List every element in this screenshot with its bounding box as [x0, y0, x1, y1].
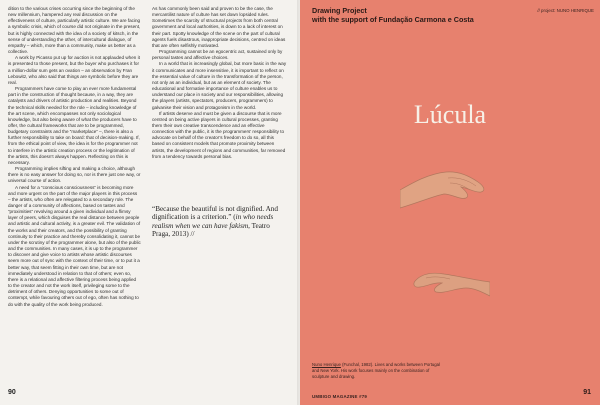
paragraph: A work by Picasso put up for auction is not applauded when it is presented to those present, but the buyer who purchases it for a million-dollar sum gets an ovation – an observation by Fran Lebowitz, who also said that things are symbolic before they are real. [8, 55, 140, 85]
magazine-footer: UMBIGO MAGAZINE #79 [312, 394, 368, 399]
text-column-2 [152, 6, 287, 180]
project-title-line1: Drawing Project [312, 6, 367, 15]
pull-quote-text: “Because the beautiful is not dignified. And dignification is a criterion.” ( [152, 205, 278, 222]
paragraph: Programming cannot be an egocentric act, sustained only by personal tastes and affective choices. [152, 49, 283, 61]
paragraph: Programming implies sifting and making a choice, although there is no easy answer for doing so, nor is there just one way, or universal course of action. [8, 166, 141, 184]
project-title-line2: with the support of Fundação Carmona e Costa [312, 14, 474, 24]
paragraph: dition to the various crises occurring since the beginning of the new millennium, hampered any real discussion on the effectiveness of culture, particularly artistic culture. We are facing a symbolic crisis, which of course did not originate in the present, but is highly connected with the idea of a society of kitsch, in the sense of understanding the other, of intercultural dialogue, of empathy – which, more than a community, make us better as a collective. [8, 6, 141, 55]
paragraph: In a world that is increasingly global, but more basic in the way it communicates and more insensitive, it is important to reflect on the essential value of culture in the transformation of the person, not only as an individual, but as an element of society. The educational and formative importance of culture enables us to understand our place in society and our responsibilities, allowing the players (artists, spectators, producers, programmers) to galvanise their vision and protagonism in the world. [152, 61, 287, 110]
artwork-title: Lúcula [413, 100, 487, 129]
project-label: // project: NUNO HENRIQUE [537, 8, 594, 13]
artist-caption [312, 362, 442, 379]
text-column-1 [8, 6, 141, 384]
pull-quote [152, 205, 287, 238]
lower-hand-icon [414, 273, 490, 296]
pull-quote-source-title: in who needs realism when we can have fakism [152, 213, 274, 230]
paragraph: As has commonly been said and proven to be the case, the mercantilist nature of culture has set down lopsided rules. Sometimes the scarcity of structural projects from both central government and local authorities, is down to a lack of interest on their part. Spotty knowledge of the scene on the part of cultural agents fuels disastrous, inappropriate decisions, centred on ideas that are often selfishly motivated. [152, 6, 286, 48]
paragraph: If artists deserve and must be given a discourse that is more centred on being active players in cultural processes, granting them their own creative transcendence and an effective connection with the public, it is the programmers’ responsibility to advocate on behalf of the creator’s freedom to do so, all this based on consistent models that promote proximity between artists, the development of regions and communities, far removed from a tendency towards personal bias. [152, 110, 286, 159]
upper-hand-icon [400, 172, 484, 208]
page-number-right: 91 [583, 389, 591, 396]
page-number-left: 90 [8, 389, 16, 396]
paragraph: Programmers have come to play an ever more fundamental part in the construction of thought because, in a way, they are catalysts and drivers of artistic production and realities. Beyond the technical skills needed for the role – including knowledge of the art scene, which encompasses not only sociological knowledge, but also being aware of what the producers have to offer, the cultural frameworks that are to be programmed, budgetary constraints and the “marketplace” –, there is also a further responsibility to take on board: that of decision-making. If, from the ethical point of view, the idea is for the programmer not to interfere in the artistic creation process or the legitimation of the artists, this doesn’t always happen. Reflecting on this is necessary. [8, 86, 140, 165]
hands-drawing [400, 150, 490, 300]
caption-artist-name: Nuno Henrique [312, 362, 341, 367]
paragraph: A need for a “conscious consciousness” is becoming more and more urgent on the part of the major players in this process – the artists, who often are relegated to a secondary role. The danger of a community of affections, based on tastes and “proximities” revolving around a given individual and a flimsy layer of peers, which disguises the real distance between people and artistic and cultural activity, is a greater evil. The validation of the works and their creators, and the possibility of granting continuity to their practice and thereby consolidating it, cannot be under the scrutiny of the programmer alone, but also of the public and the communities. In many cases, it is up to the programmer to discover and give voice to artists whose artistic discourses seem more out of sync with the context of their time, or to put it a better way, that seem fitting in their own time, but are not immediately understood in relation to that of others; even so, there is a relational and affective filtering process being applied to the creator and not the work itself, privileging some to the detriment of others. Denying opportunities to some out of contempt, while favouring others out of ego, often has nothing to do with the quality of the work being produced. [8, 184, 141, 307]
project-title [312, 7, 512, 24]
caption-text: (Funchal, 1982). Lives and works between Portugal and New York. His work focuses mainly on the combination of sculpture and drawing. [312, 362, 441, 379]
pull-quote-source: , Teatro Praga, 2013) // [152, 221, 270, 238]
